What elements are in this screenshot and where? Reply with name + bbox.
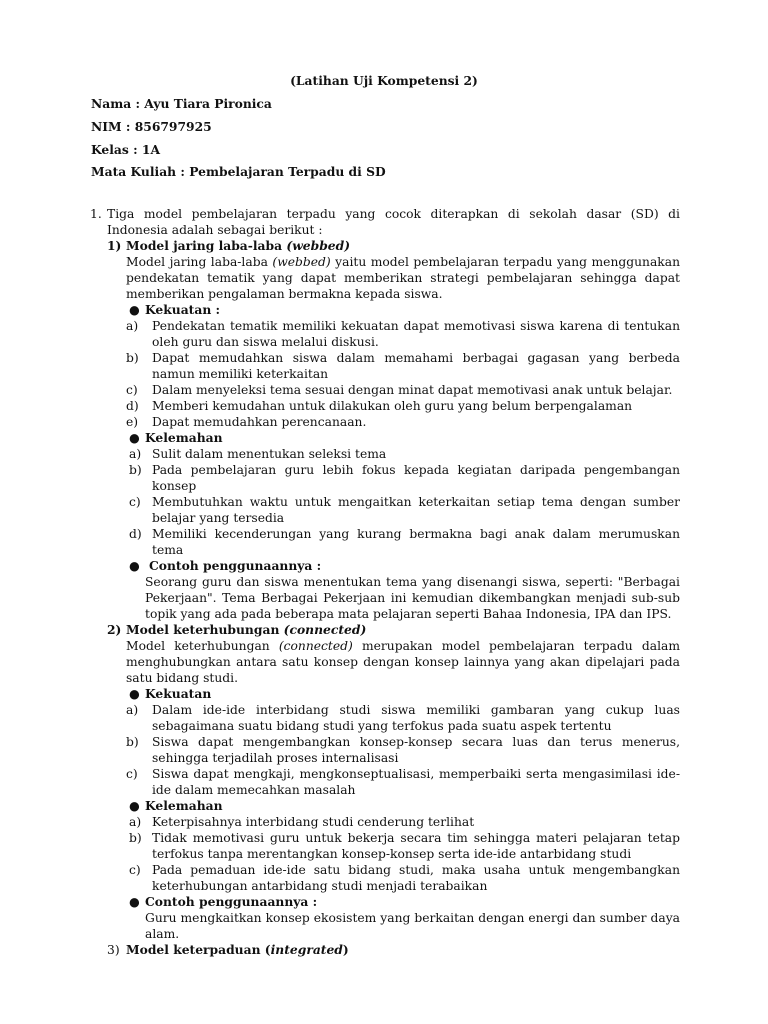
- list-item: b) Tidak memotivasi guru untuk bekerja secara tim sehingga materi pelajaran tetap terfokus tanpa merentangkan konsep-konsep serta ide-ide antarbidang studi: [129, 831, 680, 861]
- question-intro: Tiga model pembelajaran terpadu yang cocok diterapkan di sekolah dasar (SD) di Indonesia adalah sebagai berikut :: [107, 207, 680, 237]
- document-title: (Latihan Uji Kompetensi 2): [290, 73, 478, 88]
- model-2-description: Model keterhubungan (connected) merupakan model pembelajaran terpadu dalam menghubungkan antara satu konsep dengan konsep lainnya yang akan dipelajari pada satu bidang studi.: [126, 639, 680, 685]
- model-1-strengths-heading: ● Kekuatan :: [129, 302, 221, 317]
- model-1-weaknesses-heading: ● Kelemahan: [129, 430, 223, 445]
- list-item: c) Membutuhkan waktu untuk mengaitkan keterkaitan setiap tema dengan sumber belajar yang tersedia: [129, 495, 680, 525]
- list-item: c) Dalam menyeleksi tema sesuai dengan minat dapat memotivasi anak untuk belajar.: [126, 383, 673, 397]
- list-item: b) Dapat memudahkan siswa dalam memahami berbagai gagasan yang berbeda namun memiliki keterkaitan: [126, 351, 680, 381]
- bullet-icon: ●: [129, 895, 140, 909]
- list-item: a) Pendekatan tematik memiliki kekuatan dapat memotivasi siswa karena di tentukan oleh guru dan siswa melalui diskusi.: [126, 319, 680, 349]
- bullet-icon: ●: [129, 687, 140, 701]
- model-1-description: Model jaring laba-laba (webbed) yaitu model pembelajaran terpadu yang menggunakan pendekatan tematik yang dapat memberikan strategi pembelajaran sehingga dapat memberikan pengalaman bermakna kepada siswa.: [126, 255, 680, 301]
- list-item: b) Pada pembelajaran guru lebih fokus kepada kegiatan daripada pengembangan konsep: [129, 463, 680, 493]
- model-2-heading: 2) Model keterhubungan (connected): [107, 622, 367, 637]
- bullet-icon: ●: [129, 799, 140, 813]
- name-line: Nama : Ayu Tiara Pironica: [91, 96, 272, 111]
- bullet-icon: ●: [129, 559, 140, 573]
- list-item: d) Memiliki kecenderungan yang kurang bermakna bagi anak dalam merumuskan tema: [129, 527, 680, 557]
- model-2-example: Guru mengkaitkan konsep ekosistem yang berkaitan dengan energi dan sumber daya alam.: [145, 911, 680, 941]
- class-line: Kelas : 1A: [91, 142, 161, 157]
- model-3-heading: 3) Model keterpaduan (integrated): [107, 942, 349, 957]
- model-1-example: Seorang guru dan siswa menentukan tema yang disenangi siswa, seperti: "Berbagai Pekerjaan". Tema Berbagai Pekerjaan ini kemudian dikembangkan menjadi sub-sub topik yang ada pada beberapa mata pelajaran seperti Bahaa Indonesia, IPA dan IPS.: [145, 575, 680, 621]
- list-item: a) Dalam ide-ide interbidang studi siswa memiliki gambaran yang cukup luas sebagaimana suatu bidang studi yang terfokus pada suatu aspek tertentu: [126, 703, 680, 733]
- model-2-example-heading: ● Contoh penggunaannya :: [129, 894, 318, 909]
- list-item: e) Dapat memudahkan perencanaan.: [126, 415, 367, 429]
- list-item: a) Keterpisahnya interbidang studi cenderung terlihat: [129, 815, 475, 829]
- question-number: 1.: [90, 207, 102, 221]
- bullet-icon: ●: [129, 431, 140, 445]
- bullet-icon: ●: [129, 303, 140, 317]
- question-1: [0, 206, 768, 958]
- nim-line: NIM : 856797925: [91, 119, 212, 134]
- course-line: Mata Kuliah : Pembelajaran Terpadu di SD: [91, 164, 386, 179]
- model-1-example-heading: ● Contoh penggunaannya :: [129, 558, 322, 573]
- list-item: b) Siswa dapat mengembangkan konsep-konsep secara luas dan terus menerus, sehingga terjadilah proses internalisasi: [126, 735, 680, 765]
- model-2-weaknesses-heading: ● Kelemahan: [129, 798, 223, 813]
- model-2-strengths-heading: ● Kekuatan: [129, 686, 212, 701]
- list-item: d) Memberi kemudahan untuk dilakukan oleh guru yang belum berpengalaman: [126, 399, 633, 413]
- list-item: c) Pada pemaduan ide-ide satu bidang studi, maka usaha untuk mengembangkan keterhubungan antarbidang studi menjadi terabaikan: [129, 863, 680, 893]
- model-1-heading: 1) Model jaring laba-laba (webbed): [107, 238, 351, 253]
- list-item: c) Siswa dapat mengkaji, mengkonseptualisasi, memperbaiki serta mengasimilasi ide- ide dalam memecahkan masalah: [126, 767, 680, 797]
- list-item: a) Sulit dalam menentukan seleksi tema: [129, 447, 387, 461]
